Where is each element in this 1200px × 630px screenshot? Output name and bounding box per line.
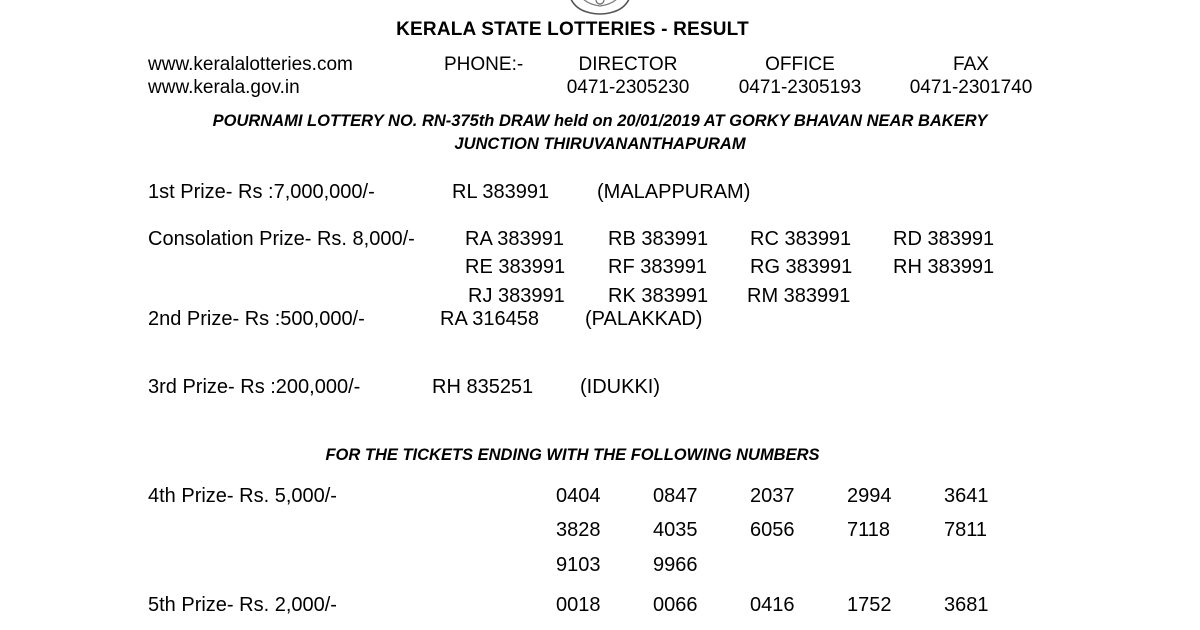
phone-label: PHONE:- bbox=[444, 54, 524, 75]
state-emblem-icon bbox=[563, 0, 637, 16]
ending-numbers-heading: FOR THE TICKETS ENDING WITH THE FOLLOWING NUMBERS bbox=[325, 446, 820, 464]
second-prize-ticket: RA 316458 bbox=[440, 308, 539, 330]
consolation-ticket: RC 383991 bbox=[750, 228, 852, 250]
page-title: KERALA STATE LOTTERIES - RESULT bbox=[396, 19, 749, 40]
fourth-prize-number: 7118 bbox=[847, 519, 891, 541]
fifth-prize-label: 5th Prize- Rs. 2,000/- bbox=[148, 594, 337, 616]
fourth-prize-label: 4th Prize- Rs. 5,000/- bbox=[148, 485, 337, 507]
draw-info-line-2: JUNCTION THIRUVANANTHAPURAM bbox=[454, 135, 746, 153]
fifth-prize-number: 1752 bbox=[847, 594, 892, 616]
website-link-1[interactable]: www.keralalotteries.com bbox=[148, 54, 353, 75]
fourth-prize-number: 3828 bbox=[556, 519, 601, 541]
fourth-prize-number: 3641 bbox=[944, 485, 989, 507]
consolation-ticket: RM 383991 bbox=[747, 285, 851, 307]
fourth-prize-number: 2037 bbox=[750, 485, 795, 507]
director-phone: 0471-2305230 bbox=[566, 77, 690, 98]
fax-number: 0471-2301740 bbox=[909, 77, 1033, 98]
fifth-prize-number: 0416 bbox=[750, 594, 795, 616]
first-prize-label: 1st Prize- Rs :7,000,000/- bbox=[148, 181, 375, 203]
consolation-ticket: RE 383991 bbox=[465, 256, 566, 278]
fourth-prize-number: 7811 bbox=[944, 519, 988, 541]
website-link-2[interactable]: www.kerala.gov.in bbox=[148, 77, 300, 98]
third-prize-place: (IDUKKI) bbox=[580, 376, 660, 398]
fourth-prize-number: 0404 bbox=[556, 485, 601, 507]
consolation-ticket: RD 383991 bbox=[893, 228, 995, 250]
fifth-prize-number: 0018 bbox=[556, 594, 601, 616]
fourth-prize-number: 0847 bbox=[653, 485, 698, 507]
fourth-prize-number: 9966 bbox=[653, 554, 698, 576]
fourth-prize-number: 2994 bbox=[847, 485, 892, 507]
fifth-prize-number: 3681 bbox=[944, 594, 989, 616]
second-prize-label: 2nd Prize- Rs :500,000/- bbox=[148, 308, 365, 330]
fourth-prize-number: 9103 bbox=[556, 554, 601, 576]
fifth-prize-number: 0066 bbox=[653, 594, 698, 616]
second-prize-place: (PALAKKAD) bbox=[585, 308, 703, 330]
consolation-ticket: RH 383991 bbox=[893, 256, 995, 278]
consolation-prize-label: Consolation Prize- Rs. 8,000/- bbox=[148, 228, 415, 250]
fax-label: FAX bbox=[953, 54, 989, 75]
consolation-ticket: RG 383991 bbox=[750, 256, 853, 278]
draw-info-line-1: POURNAMI LOTTERY NO. RN-375th DRAW held on 20/01/2019 AT GORKY BHAVAN NEAR BAKERY bbox=[212, 112, 988, 130]
office-label: OFFICE bbox=[765, 54, 835, 75]
consolation-ticket: RJ 383991 bbox=[468, 285, 565, 307]
office-phone: 0471-2305193 bbox=[738, 77, 862, 98]
first-prize-place: (MALAPPURAM) bbox=[597, 181, 751, 203]
consolation-ticket: RK 383991 bbox=[608, 285, 709, 307]
third-prize-label: 3rd Prize- Rs :200,000/- bbox=[148, 376, 361, 398]
consolation-ticket: RF 383991 bbox=[608, 256, 707, 278]
consolation-ticket: RB 383991 bbox=[608, 228, 709, 250]
director-label: DIRECTOR bbox=[578, 54, 678, 75]
third-prize-ticket: RH 835251 bbox=[432, 376, 534, 398]
consolation-ticket: RA 383991 bbox=[465, 228, 564, 250]
fourth-prize-number: 6056 bbox=[750, 519, 795, 541]
first-prize-ticket: RL 383991 bbox=[452, 181, 550, 203]
fourth-prize-number: 4035 bbox=[653, 519, 698, 541]
